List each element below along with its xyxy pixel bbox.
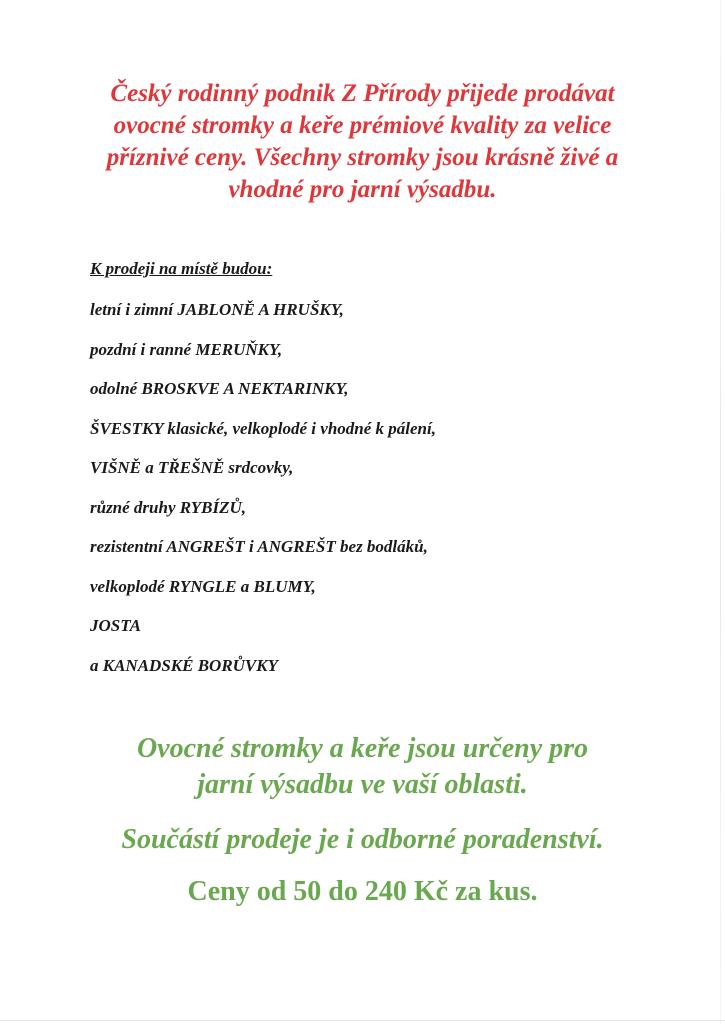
- intro-line: ovocné stromky a keře prémiové kvality za velice: [113, 112, 612, 139]
- scan-edge-shadow: [720, 0, 721, 1024]
- list-heading: K prodeji na místě budou:: [90, 259, 273, 278]
- closing-paragraph: [40, 731, 685, 803]
- closing-line: Ovocné stromky a keře jsou určeny pro: [136, 733, 589, 764]
- list-item: pozdní i ranné MERUŇKY,: [90, 339, 283, 359]
- list-item: VIŠNĚ a TŘEŠNĚ srdcovky,: [90, 458, 294, 477]
- intro-paragraph: [60, 78, 665, 206]
- consulting-note: Součástí prodeje je i odborné poradenství.: [121, 824, 604, 855]
- product-list: [90, 300, 436, 695]
- list-item: rezistentní ANGREŠT i ANGREŠT bez bodláků,: [90, 537, 428, 556]
- list-item: JOSTA: [90, 616, 142, 635]
- list-item: ŠVESTKY klasické, velkoplodé i vhodné k pálení,: [90, 418, 436, 438]
- intro-line: vhodné pro jarní výsadbu.: [228, 176, 497, 203]
- list-item: různé druhy RYBÍZŮ,: [90, 497, 247, 517]
- intro-line: Český rodinný podnik Z Přírody přijede prodávat: [110, 80, 615, 107]
- list-item: a KANADSKÉ BORŮVKY: [90, 655, 278, 675]
- closing-line: jarní výsadbu ve vaší oblasti.: [197, 769, 528, 800]
- list-item: velkoplodé RYNGLE a BLUMY,: [90, 576, 316, 596]
- list-item: odolné BROSKVE A NEKTARINKY,: [90, 379, 349, 398]
- price-note: Ceny od 50 do 240 Kč za kus.: [187, 876, 538, 907]
- list-item: letní i zimní JABLONĚ A HRUŠKY,: [90, 300, 344, 319]
- intro-line: příznivé ceny. Všechny stromky jsou krásně živé a: [106, 144, 619, 171]
- scan-bottom-edge: [0, 1020, 725, 1021]
